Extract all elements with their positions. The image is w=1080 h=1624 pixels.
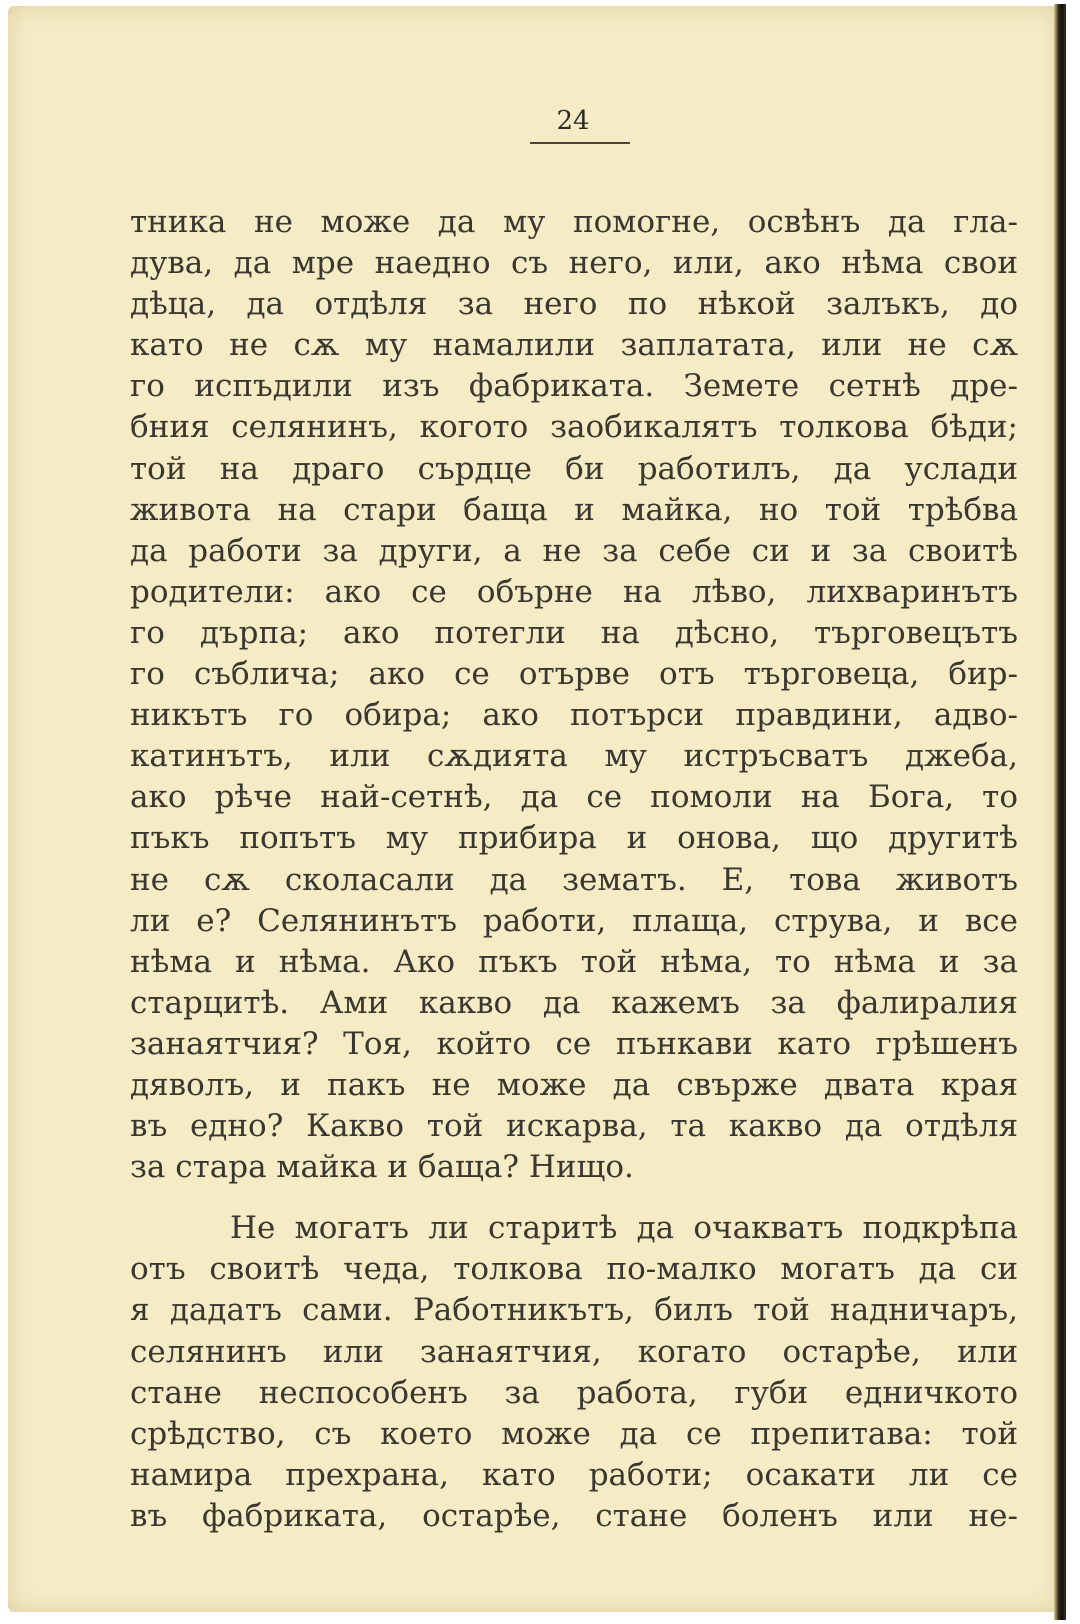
text-line: тника не може да му помогне, освѣнъ да гла- (130, 204, 1018, 240)
page-number: 24 (556, 106, 590, 136)
text-line: отъ своитѣ чеда, толкова по-малко могатъ да си (130, 1251, 1018, 1288)
text-line: го съблича; ако се отърве отъ търговеца, бир- (130, 656, 1018, 693)
text-line: го испъдили изъ фабриката. Земете сетнѣ дре- (130, 368, 1018, 405)
text-line: старцитѣ. Ами какво да кажемъ за фалиралия (130, 984, 1018, 1021)
text-line: ако рѣче най-сетнѣ, да се помоли на Бога, то (130, 779, 1018, 816)
paragraph-gap (130, 1188, 1018, 1208)
text-line: нѣма и нѣма. Ако пъкъ той нѣма, то нѣма и за (130, 943, 1018, 980)
page-number-rule (530, 142, 630, 144)
text-line: намира прехрана, като работи; осакати ли се (130, 1456, 1018, 1493)
book-page (8, 6, 1060, 1612)
text-line: въ едно? Какво той искарва, та какво да отдѣля (130, 1108, 1018, 1145)
text-line: бния селянинъ, когото заобикалятъ толкова бѣди; (130, 409, 1018, 446)
text-line: дяволъ, и пакъ не може да свърже двата края (130, 1066, 1018, 1103)
paragraph-1 (130, 202, 1018, 1188)
text-line: той на драго сърдце би работилъ, да услади (130, 450, 1018, 487)
text-line: живота на стари баща и майка, но той трѣбва (130, 491, 1018, 528)
text-line: го дърпа; ако потегли на дѣсно, търговецътъ (130, 614, 1018, 651)
text-line: не сѫ сколасали да зематъ. Е, това животъ (130, 861, 1018, 898)
book-spine-edge (1054, 4, 1066, 1620)
text-line: я дадатъ сами. Работникътъ, билъ той надничаръ, (130, 1292, 1018, 1329)
paragraph-2 (130, 1208, 1018, 1537)
text-line: катинътъ, или сѫдията му истръсватъ джеба, (130, 738, 1018, 775)
text-line: да работи за други, а не за себе си и за своитѣ (130, 532, 1018, 569)
text-line: дѣца, да отдѣля за него по нѣкой залъкъ, до (130, 286, 1018, 323)
text-line: селянинъ или занаятчия, когато остарѣе, или (130, 1333, 1018, 1370)
text-line: стане неспособенъ за работа, губи едничкото (130, 1374, 1018, 1411)
text-line: дува, да мре наедно съ него, или, ако нѣма свои (130, 245, 1018, 282)
text-line: като не сѫ му намалили заплатата, или не сѫ (130, 327, 1018, 364)
text-line: Не могатъ ли старитѣ да очакватъ подкрѣпа (230, 1210, 1018, 1247)
text-line: родители: ако се обърне на лѣво, лихваринътъ (130, 573, 1018, 610)
text-line: никътъ го обира; ако потърси правдини, адво- (130, 697, 1018, 734)
text-line: ли е? Селянинътъ работи, плаща, струва, и все (130, 902, 1018, 939)
text-line: въ фабриката, остарѣе, стане боленъ или не- (130, 1497, 1018, 1534)
text-line: за стара майка и баща? Нищо. (130, 1149, 634, 1186)
text-line: пъкъ попътъ му прибира и онова, що другитѣ (130, 820, 1018, 857)
page-text (130, 202, 1018, 1537)
text-line: занаятчия? Тоя, който се пънкави като грѣшенъ (130, 1025, 1018, 1062)
text-line: срѣдство, съ което може да се препитава: той (130, 1415, 1018, 1452)
